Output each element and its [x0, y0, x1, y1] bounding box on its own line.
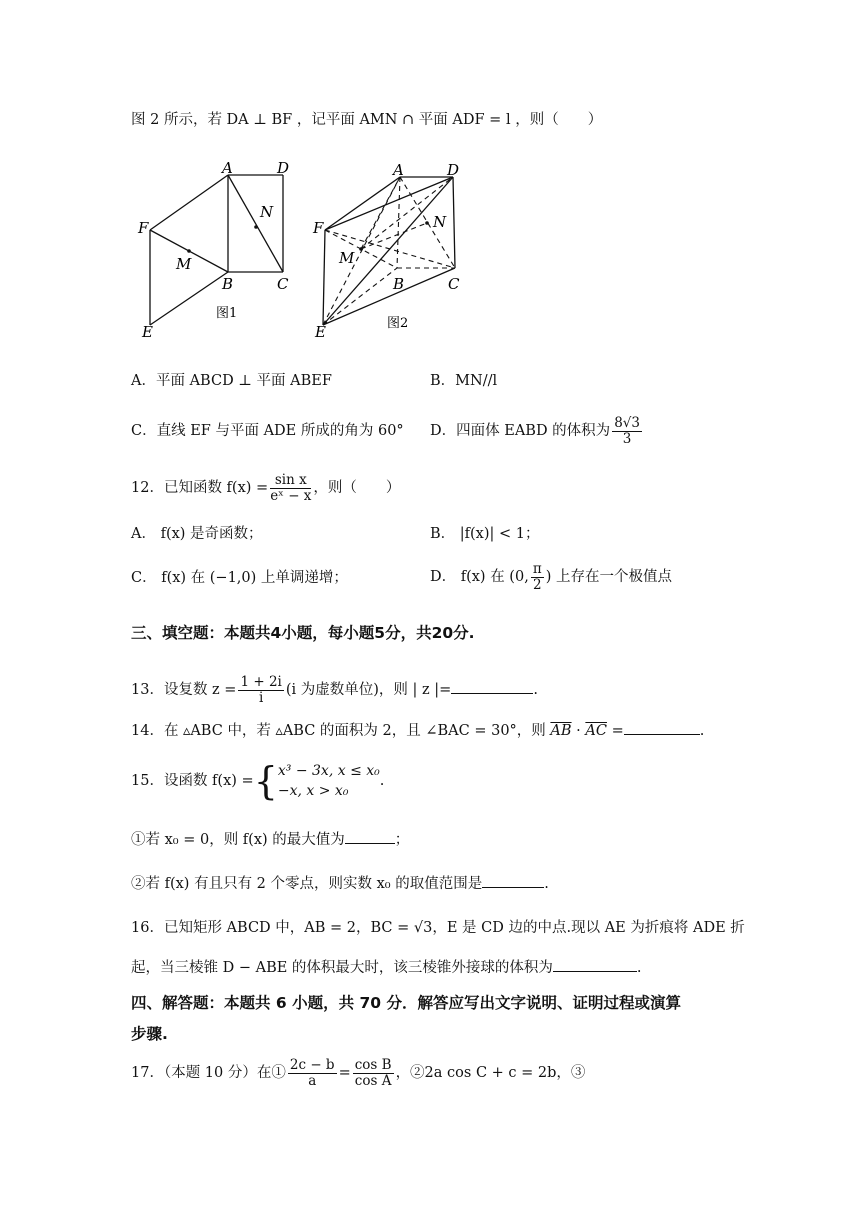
q11-option-d-fraction — [612, 416, 642, 447]
q16-line-2-text: 起，当三棱锥 D − ABE 的体积最大时，该三棱锥外接球的体积为 — [131, 960, 553, 976]
section-4-heading-line-2: 步骤. — [131, 1025, 168, 1043]
left-brace: { — [253, 759, 278, 803]
q11-option-a: A．平面 ABCD ⊥ 平面 ABEF — [131, 373, 332, 389]
q12-option-d-prefix: D． f(x) 在 (0, — [430, 569, 529, 585]
fig2-label-E: E — [315, 323, 326, 341]
fig1-label-A: A — [222, 159, 233, 177]
q11-option-c: C．直线 EF 与平面 ADE 所成的角为 60° — [131, 423, 404, 439]
q15-piecewise-cases — [278, 761, 380, 801]
fraction-numerator: 2c − b — [289, 1056, 335, 1073]
q12-option-d — [430, 555, 672, 599]
section-3-heading: 三、填空题：本题共4小题，每小题5分，共20分. — [131, 624, 475, 642]
q13-end: . — [533, 682, 538, 698]
answer-blank[interactable] — [345, 829, 395, 844]
fig1-label-C: C — [277, 275, 289, 293]
dot-operator: · — [571, 723, 586, 739]
q13-suffix: (i 为虚数单位)，则 | z |= — [285, 682, 452, 698]
fig1-label-M: M — [176, 255, 192, 273]
figure-1 — [130, 155, 310, 345]
q15-part-1-end: ； — [394, 832, 410, 848]
q15-part-2 — [131, 873, 549, 894]
fig1-label-N: N — [260, 203, 274, 221]
fraction-denominator: cos A — [354, 1072, 392, 1089]
q16-end: . — [636, 960, 642, 976]
q15-part-1 — [131, 829, 409, 850]
figure-2 — [305, 155, 475, 345]
fraction-denominator: 2 — [532, 576, 542, 593]
fig1-label-E: E — [142, 323, 153, 341]
answer-blank[interactable] — [624, 720, 700, 735]
fig1-label-B: B — [222, 275, 234, 293]
q17-fraction-2 — [353, 1058, 394, 1089]
q12-stem-prefix: 12．已知函数 f(x) = — [131, 480, 269, 496]
q13 — [131, 668, 538, 712]
fraction-numerator: cos B — [354, 1056, 392, 1073]
q15-end: . — [379, 773, 385, 789]
q11-option-d-prefix: D．四面体 EABD 的体积为 — [430, 423, 611, 439]
q15-part-2-end: . — [544, 876, 549, 892]
fig1-label-D: D — [277, 159, 290, 177]
q13-fraction — [238, 675, 283, 706]
q12-fraction — [270, 473, 311, 504]
fig1-caption: 图1 — [216, 306, 238, 321]
q12-option-a: A． f(x) 是奇函数； — [131, 526, 263, 542]
fig1-label-F: F — [138, 219, 149, 237]
vector-ab: $\overline{AB}$ — [550, 723, 572, 739]
fig2-label-F: F — [313, 219, 324, 237]
fig2-label-M: M — [339, 249, 355, 267]
q12-stem — [131, 466, 400, 510]
q12-option-c: C． f(x) 在 (−1,0) 上单调递增； — [131, 570, 348, 586]
q17-fraction-1 — [288, 1058, 337, 1089]
fraction-denominator: eˣ − x — [270, 487, 312, 504]
answer-blank[interactable] — [482, 873, 544, 888]
fig2-label-C: C — [448, 275, 460, 293]
q13-prefix: 13．设复数 z = — [131, 682, 237, 698]
question-11-intro: 图 2 所示，若 DA ⊥ BF ，记平面 AMN ∩ 平面 ADF = l ，则（ ） — [131, 112, 603, 128]
q11-option-b: B．MN//l — [430, 373, 498, 389]
fraction-numerator: 8√3 — [614, 414, 640, 431]
fig2-caption: 图2 — [387, 316, 409, 331]
fraction-numerator: π — [532, 560, 542, 577]
q17-suffix: ，②2a cos C + c = 2b，③ — [395, 1065, 586, 1081]
q15-prefix: 15．设函数 f(x) = — [131, 773, 254, 789]
answer-blank[interactable] — [553, 957, 637, 972]
fraction-numerator: 1 + 2i — [240, 673, 282, 690]
fraction-denominator: 3 — [622, 430, 632, 447]
q16-line-1: 16．已知矩形 ABCD 中，AB = 2，BC = √3，E 是 CD 边的中点.现以 AE 为折痕将 ADE 折 — [131, 920, 745, 936]
q15-part-1-text: ①若 x₀ = 0，则 f(x) 的最大值为 — [131, 832, 345, 848]
fig2-label-N: N — [433, 213, 447, 231]
q16-line-2 — [131, 957, 642, 978]
q17-equals: = — [338, 1065, 351, 1081]
q12-option-d-fraction — [531, 562, 544, 593]
section-4-heading-line-1: 四、解答题：本题共 6 小题，共 70 分．解答应写出文字说明、证明过程或演算 — [131, 994, 681, 1012]
q12-option-d-suffix: ) 上存在一个极值点 — [545, 569, 672, 585]
q12-option-b: B． |f(x)| < 1； — [430, 526, 540, 542]
answer-blank[interactable] — [451, 679, 533, 694]
fig2-label-B: B — [393, 275, 405, 293]
case-2: −x, x > x₀ — [277, 783, 349, 799]
q14-prefix: 14．在 ▵ABC 中，若 ▵ABC 的面积为 2，且 ∠BAC = 30°，则 — [131, 723, 546, 739]
fig2-label-D: D — [447, 161, 460, 179]
q15-stem — [131, 757, 384, 805]
q17-prefix: 17．（本题 10 分）在① — [131, 1065, 286, 1081]
q14-equals: = — [606, 723, 624, 739]
fraction-numerator: sin x — [270, 473, 311, 489]
q17 — [131, 1050, 585, 1096]
q15-part-2-text: ②若 f(x) 有且只有 2 个零点，则实数 x₀ 的取值范围是 — [131, 876, 483, 892]
case-1: x³ − 3x, x ≤ x₀ — [277, 763, 380, 779]
vector-ac: $\overline{AC}$ — [585, 723, 607, 739]
q14 — [131, 720, 704, 741]
fraction-denominator: i — [259, 689, 264, 706]
q14-end: . — [699, 723, 705, 739]
q12-stem-suffix: ，则（ ） — [313, 480, 401, 496]
fraction-denominator: a — [308, 1072, 317, 1089]
fig2-label-A: A — [393, 161, 404, 179]
q11-option-d — [430, 408, 644, 454]
